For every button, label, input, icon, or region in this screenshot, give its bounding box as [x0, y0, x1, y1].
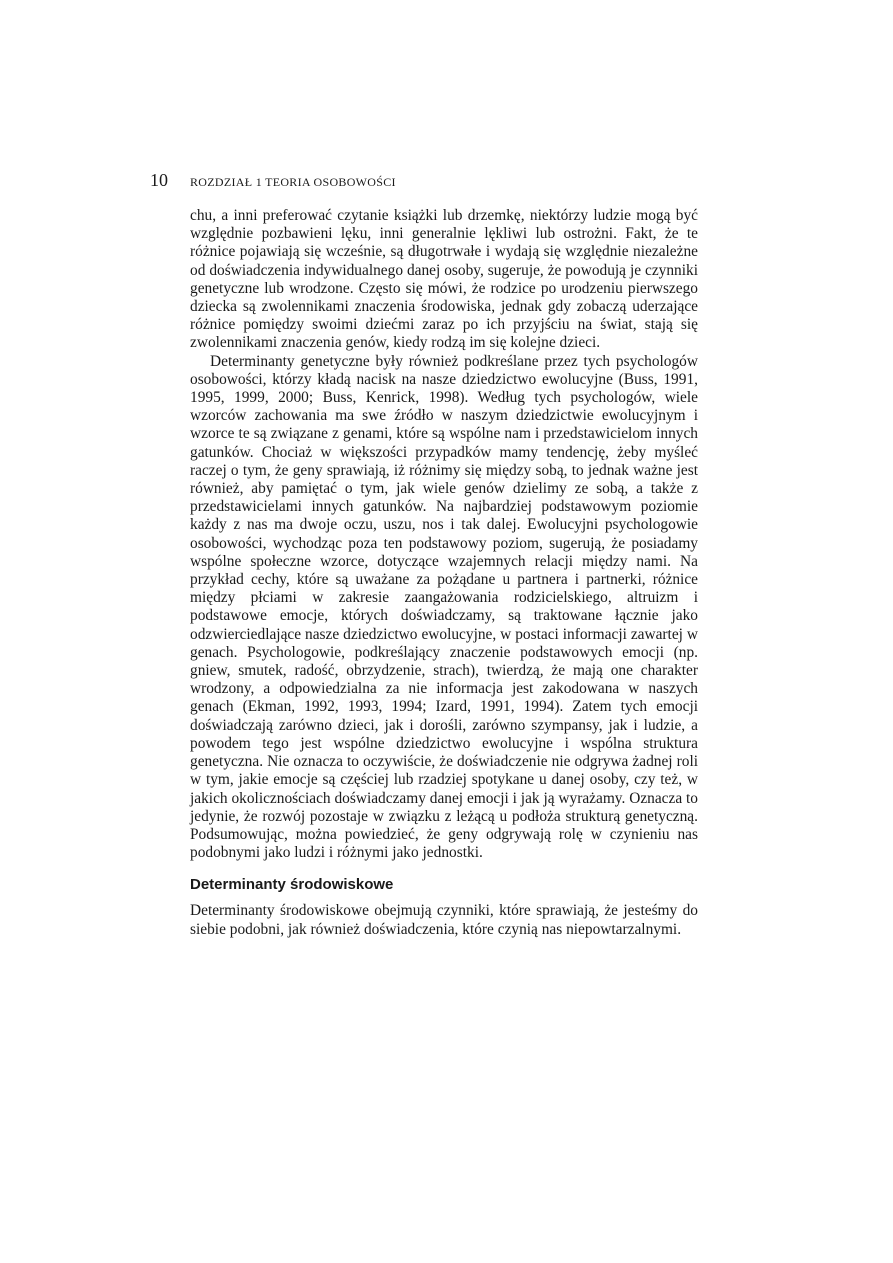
running-header: [150, 170, 710, 194]
page-number: 10: [150, 170, 168, 190]
paragraph-continuation: chu, a inni preferować czytanie książki lub drzemkę, niektórzy ludzie mogą być względnie pozbawieni lęku, inni generalnie lękliwi lub ostrożni. Fakt, że te różnice pojawiają się wcześnie, są długotrwałe i wydają się względnie niezależne od doświadczenia indywidualnego danej osoby, sugeruje, że powodują je czynniki genetyczne lub wrodzone. Często się mówi, że rodzice po urodzeniu pierwszego dziecka są zwolennikami znaczenia środowiska, jednak gdy zobaczą uderzające różnice pomiędzy swoimi dziećmi zaraz po ich przyjściu na świat, stają się zwolennikami znaczenia genów, kiedy rodzą im się kolejne dzieci.: [190, 207, 698, 352]
paragraph-genetic-determinants: Determinanty genetyczne były również podkreślane przez tych psychologów osobowości, którzy kładą nacisk na nasze dziedzictwo ewolucyjne (Buss, 1991, 1995, 1999, 2000; Buss, Kenrick, 1998). Według tych psychologów, wiele wzorców zachowania ma swe źródło w naszym dziedzictwie ewolucyjnym i wzorce te są związane z genami, które są wspólne nam i przedstawicielom innych gatunków. Chociaż w większości przypadków mamy tendencję, żeby myśleć raczej o tym, że geny sprawiają, iż różnimy się między sobą, to jednak ważne jest również, aby pamiętać o tym, jak wiele genów dzielimy ze sobą, a także z przedstawicielami innych gatunków. Na najbardziej podstawowym poziomie każdy z nas ma dwoje oczu, uszu, nos i tak dalej. Ewolucyjni psychologowie osobowości, wychodząc poza ten podstawowy poziom, sugerują, że posiadamy wspólne społeczne wzorce, dotyczące wzajemnych relacji między nami. Na przykład cechy, które są uważane za pożądane u partnera i partnerki, różnice między płciami w zakresie zaangażowania rodzicielskiego, altruizm i podstawowe emocje, których doświadczamy, są traktowane łącznie jako odzwierciedlające nasze dziedzictwo ewolucyjne, w postaci informacji zawartej w genach. Psychologowie, podkreślający znaczenie podstawowych emocji (np. gniew, smutek, radość, obrzydzenie, strach), twierdzą, że mają one charakter wrodzony, a odpowiedzialna za nie informacja jest zakodowana w naszych genach (Ekman, 1992, 1993, 1994; Izard, 1991, 1994). Zatem tych emocji doświadczają zarówno dzieci, jak i dorośli, zarówno szympansy, jak i ludzie, a powodem tego jest wspólne dziedzictwo ewolucyjne i wspólna struktura genetyczna. Nie oznacza to oczywiście, że doświadczenie nie odgrywa żadnej roli w tym, jakie emocje są częściej lub rzadziej spotykane u danej osoby, czy też, w jakich okolicznościach doświadczamy danej emocji i jak ją wyrażamy. Oznacza to jedynie, że rozwój pozostaje w związku z leżącą u podłoża strukturą genetyczną. Podsumowując, można powiedzieć, że geny odgrywają rolę w czynieniu nas podobnymi jako ludzi i różnymi jako jednostki.: [190, 352, 698, 862]
section-heading: Determinanty środowiskowe: [190, 876, 394, 894]
paragraph-environmental-determinants: Determinanty środowiskowe obejmują czynniki, które sprawiają, że jesteśmy do siebie podobni, jak również doświadczenia, które czynią nas niepowtarzalnymi.: [190, 902, 698, 938]
running-title: ROZDZIAŁ 1 TEORIA OSOBOWOŚCI: [190, 175, 396, 189]
main-text: [190, 207, 698, 939]
